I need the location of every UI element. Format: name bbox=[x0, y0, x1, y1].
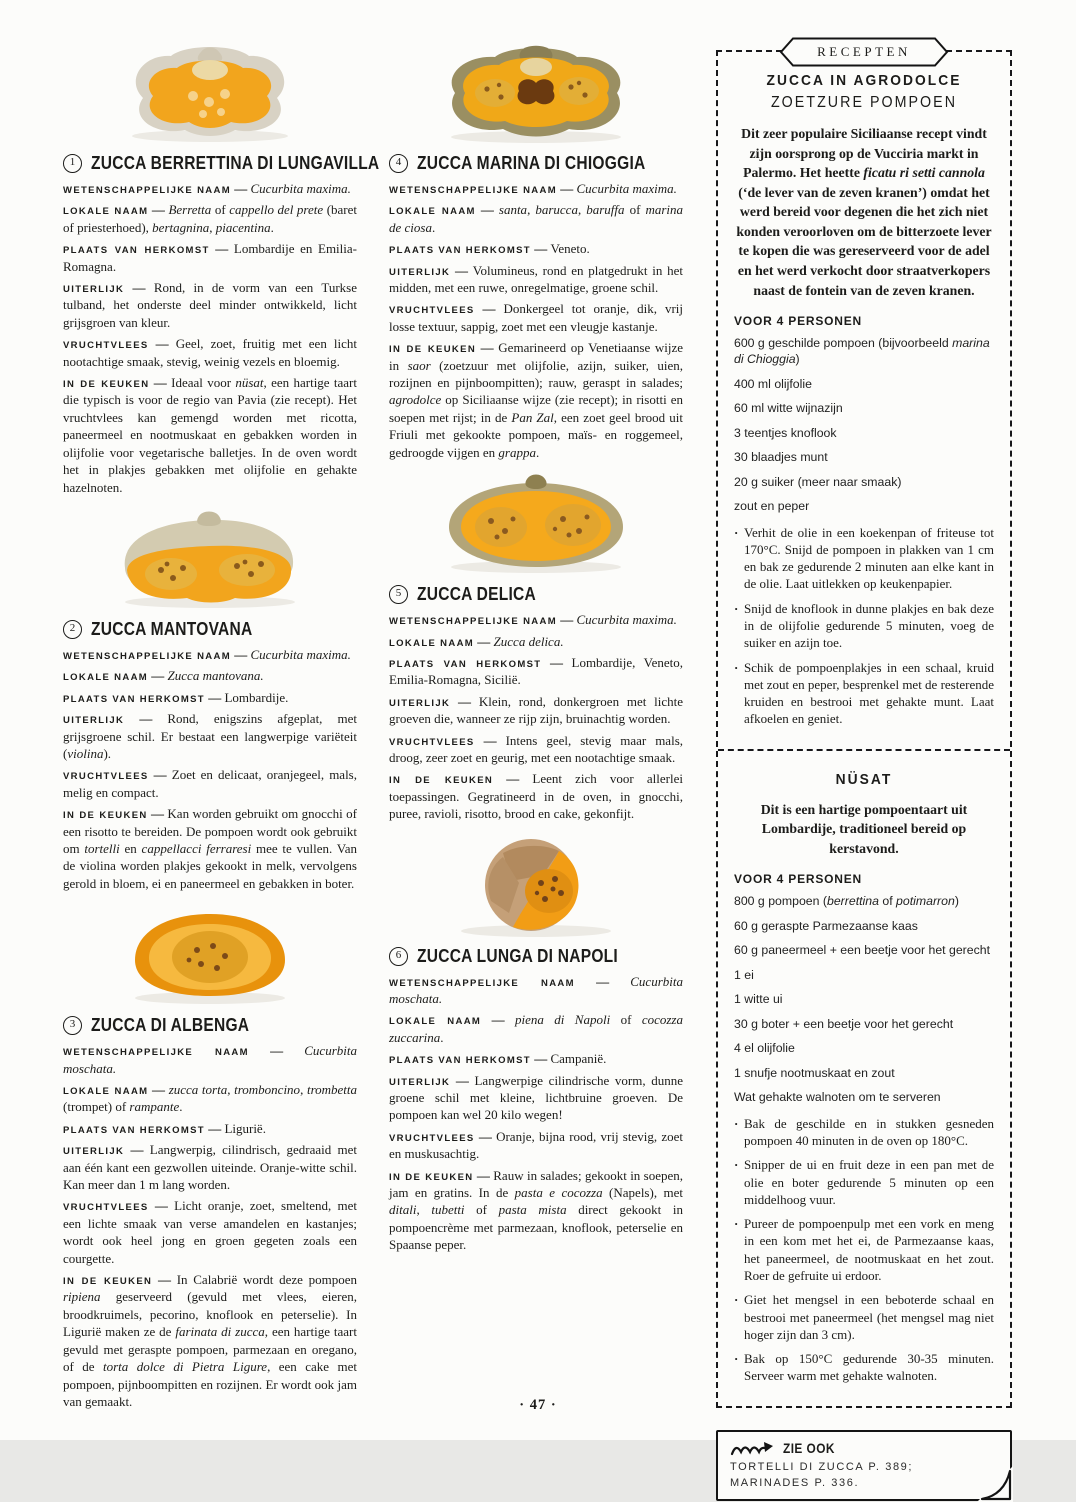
field-row bbox=[389, 201, 683, 236]
field-label: VRUCHTVLEES bbox=[63, 1202, 149, 1214]
field-separator: — bbox=[557, 612, 577, 628]
recipe-step bbox=[734, 1291, 994, 1343]
field-separator: — bbox=[148, 767, 172, 783]
field-row bbox=[389, 732, 683, 767]
recipe-boxes bbox=[718, 52, 1010, 1406]
variety-fields bbox=[63, 1042, 357, 1410]
field-separator: — bbox=[148, 668, 168, 684]
field-value: piena di Napoli of cocozza zuccarina. bbox=[389, 1012, 683, 1045]
variety-entry bbox=[389, 833, 683, 1254]
variety-title: ZUCCA LUNGA DI NAPOLI bbox=[417, 944, 618, 966]
field-value: santa, barucca, baruffa of marina de ciosa. bbox=[389, 202, 683, 235]
field-label: IN DE KEUKEN bbox=[63, 1276, 153, 1288]
pumpkin-photo-chioggia bbox=[389, 40, 683, 144]
field-label: UITERLIJK bbox=[63, 1146, 125, 1158]
field-value: Cucurbita maxima. bbox=[250, 181, 351, 196]
column-middle bbox=[389, 36, 683, 1264]
recipe-box bbox=[718, 749, 1010, 1406]
variety-entry bbox=[63, 902, 357, 1410]
field-row bbox=[389, 1167, 683, 1254]
variety-entry bbox=[63, 506, 357, 892]
field-separator: — bbox=[124, 711, 168, 727]
field-separator: — bbox=[473, 1167, 494, 1183]
field-label: UITERLIJK bbox=[389, 1076, 451, 1088]
field-row bbox=[389, 633, 683, 650]
field-row bbox=[63, 646, 357, 663]
field-row bbox=[63, 335, 357, 370]
field-value: Rond, enigszins afgeplat, met grijsgroene schil. Er bestaat een langwerpige variëteit (violina). bbox=[63, 711, 357, 761]
field-label: UITERLIJK bbox=[63, 284, 125, 296]
step-text: Bak de geschilde en in stukken gesneden pompoen 40 minuten in de oven op 180°C. bbox=[744, 1115, 994, 1149]
recipe-ingredients bbox=[734, 894, 994, 1106]
field-separator: — bbox=[450, 693, 479, 709]
field-label: VRUCHTVLEES bbox=[389, 305, 475, 317]
field-value: Campanië. bbox=[550, 1051, 607, 1067]
squiggle-arrow-icon bbox=[730, 1441, 776, 1457]
field-value: Zoet en delicaat, oranjegeel, mals, melig en compact. bbox=[63, 767, 357, 800]
field-row bbox=[389, 240, 683, 257]
field-value: In Calabrië wordt deze pompoen ripiena geserveerd (gevuld met vlees, eieren, broodkruimels, pecorino, knoflook en peterselie). In Ligurië maken ze de farinata di zucca, een hartige taart gevuld met geraspte pompoen, parmezaan en oregano, of de torta dolce di Pietra Ligure, een cake met pompoen, pijnboompitten en rozijnen. Er wordt ook jam van gemaakt. bbox=[63, 1272, 358, 1409]
field-separator: — bbox=[209, 241, 234, 257]
field-row bbox=[63, 1141, 357, 1193]
recipe-step bbox=[734, 1115, 994, 1150]
pumpkin-photo-mantovana bbox=[63, 506, 357, 610]
recipe-step bbox=[734, 1156, 994, 1208]
field-value: Zucca mantovana. bbox=[167, 668, 264, 684]
variety-heading bbox=[63, 620, 357, 639]
see-also-line: TORTELLI DI ZUCCA P. 389; bbox=[730, 1460, 914, 1473]
step-text: Snijd de knoflook in dunne plakjes en bak deze in de olijfolie gedurende 5 minuten, voeg de suiker en azijn toe. bbox=[744, 600, 994, 651]
field-row bbox=[389, 770, 683, 822]
field-separator: — bbox=[530, 1051, 551, 1067]
recipe-steps bbox=[734, 1115, 994, 1385]
field-row bbox=[389, 1128, 683, 1163]
recipe-servings: VOOR 4 PERSONEN bbox=[734, 314, 863, 329]
field-label: WETENSCHAPPELIJKE NAAM bbox=[63, 650, 231, 662]
field-label: PLAATS VAN HERKOMST bbox=[389, 658, 542, 670]
variety-number-badge: 3 bbox=[63, 1016, 82, 1035]
field-row bbox=[63, 667, 357, 684]
variety-number-badge: 1 bbox=[63, 154, 82, 173]
variety-title: ZUCCA MARINA DI CHIOGGIA bbox=[417, 152, 646, 174]
ingredient-line: 60 g paneermeel + een beetje voor het gerecht bbox=[734, 943, 991, 958]
see-also-title: ZIE OOK bbox=[783, 1441, 835, 1457]
field-value: Gemarineerd op Venetiaanse wijze in saor (zoetzuur met olijfolie, azijn, suiker, uien, rozijnen en pijnboompitten); rauw, geraspt in salades; agrodolce op Siciliaanse wijze (zie recept); in risotti en soepen met rijst; in de Pan Zal, een zoet geel brood uit Friuli met gekookte pompoen, maïs- en roggemeel, gedroogde vijgen en grappa. bbox=[389, 340, 684, 460]
pumpkin-photo-delica bbox=[389, 471, 683, 575]
field-row bbox=[63, 180, 357, 197]
pumpkin-photo-napoli bbox=[389, 833, 683, 937]
variety-fields bbox=[389, 180, 683, 461]
field-label: VRUCHTVLEES bbox=[389, 1132, 475, 1144]
field-label: LOKALE NAAM bbox=[63, 672, 149, 684]
field-value: Ideaal voor nüsat, een hartige taart die typisch is voor de regio van Pavia (zie recept). Het vruchtvlees kan gemengd worden met ricotta, paneermeel en nootmuskaat en gebakken worden in olijfolie voor vegetarische balletjes. In de oven wordt het in plakjes gebakken met olijfolie en gehakte hazelnoten. bbox=[63, 375, 357, 495]
ingredient-line: 800 g pompoen (berrettina of potimarron) bbox=[734, 894, 959, 909]
field-row bbox=[389, 611, 683, 628]
variety-number-badge: 5 bbox=[389, 585, 408, 604]
ingredient-line: 1 ei bbox=[734, 967, 754, 982]
step-text: Verhit de olie in een koekenpan of friteuse tot 170°C. Snijd de pompoen in plakken van 1 cm en bak ze gedurende 2 minuten aan elke kant in de olie. Laat uitlekken op keukenpapier. bbox=[744, 524, 994, 592]
ingredient-line: 4 el olijfolie bbox=[734, 1041, 795, 1056]
variety-number-badge: 2 bbox=[63, 620, 82, 639]
ingredient-line: 30 blaadjes munt bbox=[734, 450, 828, 465]
field-label: LOKALE NAAM bbox=[389, 637, 475, 649]
ingredient-line: 60 ml witte wijnazijn bbox=[734, 401, 843, 416]
field-separator: — bbox=[148, 1082, 169, 1097]
field-separator: — bbox=[557, 181, 577, 196]
field-label: WETENSCHAPPELIJKE NAAM bbox=[63, 185, 231, 196]
field-label: LOKALE NAAM bbox=[389, 1016, 482, 1028]
field-separator: — bbox=[231, 646, 251, 662]
field-row bbox=[63, 1197, 357, 1267]
field-value: Cucurbita moschata. bbox=[389, 973, 683, 1006]
field-row bbox=[389, 300, 683, 335]
tab-label: RECEPTEN bbox=[817, 44, 911, 59]
field-value: Langwerpige cilindrische vorm, dunne groene schil met kleine, lichtbruine groeven. De pompoen kan wel 20 kilo wegen! bbox=[389, 1072, 684, 1123]
see-also-line: MARINADES P. 336. bbox=[730, 1476, 860, 1489]
column-recipes bbox=[716, 36, 1012, 1489]
field-label: PLAATS VAN HERKOMST bbox=[63, 693, 205, 705]
variety-heading bbox=[389, 154, 683, 173]
field-label: UITERLIJK bbox=[389, 266, 451, 278]
recipe-step bbox=[734, 524, 994, 593]
field-value: Veneto. bbox=[550, 241, 590, 257]
field-value: Donkergeel tot oranje, dik, vrij losse textuur, sappig, zoet met een vleugje kastanje. bbox=[389, 301, 683, 334]
field-row bbox=[389, 262, 683, 297]
step-text: Giet het mengsel in een beboterde schaal en bestrooi met paneermeel (het mengsel mag niet hoger zijn dan 3 cm). bbox=[744, 1292, 994, 1342]
field-row bbox=[63, 710, 357, 762]
field-row bbox=[389, 339, 683, 461]
field-separator: — bbox=[493, 771, 533, 787]
variety-heading bbox=[389, 944, 683, 966]
ingredient-line: 1 witte ui bbox=[734, 992, 783, 1007]
field-value: Lombardije en Emilia-Romagna. bbox=[63, 241, 357, 274]
variety-title: ZUCCA DELICA bbox=[417, 583, 536, 605]
step-text: Snipper de ui en fruit deze in een pan met de olie en boter gedurende 5 minuten op een middelhoog vuur. bbox=[744, 1157, 994, 1207]
field-row bbox=[389, 1072, 683, 1124]
field-row bbox=[389, 654, 683, 689]
variety-heading bbox=[389, 585, 683, 604]
field-row bbox=[389, 1011, 683, 1046]
field-label: PLAATS VAN HERKOMST bbox=[63, 1124, 205, 1136]
field-separator: — bbox=[530, 241, 551, 257]
field-separator: — bbox=[149, 375, 172, 391]
field-separator: — bbox=[204, 689, 225, 705]
field-value: Rond, in de vorm van een Turkse tulband, het onderste deel minder ontwikkeld, licht grijsgroen van kleur. bbox=[63, 280, 357, 330]
field-label: VRUCHTVLEES bbox=[389, 736, 475, 748]
field-row bbox=[63, 201, 357, 236]
field-value: Kan worden gebruikt om gnocchi of een risotto te bereiden. De pompoen wordt ook gebruikt om tortelli en cappellacci ferraresi mee te vullen. Van de violina worden plakjes gekookt in melk, vervolgens gerold in bloem, ei en paneermeel en gebakken in boter. bbox=[63, 806, 358, 891]
step-bullet: · bbox=[734, 1157, 739, 1173]
field-separator: — bbox=[474, 732, 506, 748]
variety-heading bbox=[63, 1016, 357, 1035]
field-separator: — bbox=[148, 202, 169, 218]
field-separator: — bbox=[124, 280, 154, 296]
step-bullet: · bbox=[734, 600, 739, 616]
field-value: Cucurbita maxima. bbox=[250, 646, 351, 662]
see-also-references bbox=[730, 1461, 998, 1489]
field-label: UITERLIJK bbox=[63, 715, 125, 727]
variety-fields bbox=[389, 611, 683, 822]
field-separator: — bbox=[148, 1198, 175, 1214]
variety-entry bbox=[389, 40, 683, 461]
step-bullet: · bbox=[734, 524, 739, 540]
field-value: Langwerpig, cilindrisch, gedraaid met aan één kant een gezwollen uiteinde. Oranje-witte schil. Kan meer dan 1 m lang worden. bbox=[63, 1142, 357, 1193]
variety-title: ZUCCA DI ALBENGA bbox=[91, 1014, 250, 1036]
pumpkin-photo-berrettina bbox=[63, 40, 357, 144]
field-row bbox=[389, 1050, 683, 1067]
field-value: Leent zich voor allerlei toepassingen. Gegratineerd in de oven, in gnocchi, puree, ravioli, risotto, brood en cake, gekonfijt. bbox=[389, 771, 683, 822]
field-value: Lombardije, Veneto, Emilia-Romagna, Sicilië. bbox=[389, 654, 684, 688]
field-value: Volumineus, rond en platgedrukt in het midden, met een ruwe, onregelmatige, groene schil. bbox=[389, 262, 684, 296]
step-bullet: · bbox=[734, 1115, 739, 1131]
step-bullet: · bbox=[734, 1216, 739, 1232]
field-label: WETENSCHAPPELIJKE NAAM bbox=[389, 185, 557, 196]
field-row bbox=[389, 693, 683, 728]
field-label: WETENSCHAPPELIJKE NAAM bbox=[389, 616, 557, 628]
field-label: IN DE KEUKEN bbox=[389, 344, 477, 356]
field-separator: — bbox=[152, 1272, 177, 1288]
ingredient-line: 3 teentjes knoflook bbox=[734, 425, 837, 440]
field-separator: — bbox=[450, 1072, 475, 1088]
field-label: LOKALE NAAM bbox=[63, 1086, 149, 1097]
field-separator: — bbox=[476, 340, 499, 356]
recipe-title: NÜSAT bbox=[835, 770, 893, 788]
field-label: PLAATS VAN HERKOMST bbox=[389, 1055, 531, 1067]
variety-title: ZUCCA MANTOVANA bbox=[91, 618, 253, 640]
field-value: zucca torta, tromboncino, trombetta (trompet) of rampante. bbox=[63, 1082, 358, 1115]
field-value: Oranje, bijna rood, vrij stevig, zoet en muskusachtig. bbox=[389, 1128, 684, 1162]
field-separator: — bbox=[474, 301, 504, 317]
ingredient-line: 30 g boter + een beetje voor het gerecht bbox=[734, 1016, 954, 1031]
ingredient-line: Wat gehakte walnoten om te serveren bbox=[734, 1090, 941, 1105]
field-row bbox=[63, 279, 357, 331]
field-label: IN DE KEUKEN bbox=[63, 810, 148, 822]
recipe-intro: Dit is een hartige pompoentaart uit Lombardije, traditioneel bereid op kerstavond. bbox=[760, 801, 968, 856]
field-row bbox=[63, 1271, 357, 1410]
field-row bbox=[389, 180, 683, 197]
field-value: Intens geel, stevig maar mals, droog, zeer zoet en geurig, met een nootachtige smaak. bbox=[389, 732, 683, 765]
field-separator: — bbox=[450, 262, 473, 278]
field-separator: — bbox=[541, 654, 572, 670]
variety-fields bbox=[389, 973, 683, 1254]
recipe-steps bbox=[734, 524, 994, 728]
step-bullet: · bbox=[734, 659, 739, 675]
field-separator: — bbox=[574, 973, 631, 989]
variety-number-badge: 6 bbox=[389, 947, 408, 966]
field-separator: — bbox=[231, 181, 251, 196]
field-row bbox=[63, 374, 357, 496]
recipe-step bbox=[734, 1215, 994, 1284]
field-label: IN DE KEUKEN bbox=[389, 775, 494, 787]
field-row bbox=[63, 766, 357, 801]
field-label: LOKALE NAAM bbox=[389, 206, 476, 218]
recipe-subtitle: ZOETZURE POMPOEN bbox=[770, 94, 958, 111]
field-value: Berretta of cappello del prete (baret of priesterhoed), bertagnina, piacentina. bbox=[63, 202, 358, 235]
field-value: Cucurbita maxima. bbox=[576, 612, 677, 628]
recipe-step bbox=[734, 600, 994, 652]
field-value: Zucca delica. bbox=[493, 633, 564, 649]
field-separator: — bbox=[481, 1012, 515, 1028]
variety-number-badge: 4 bbox=[389, 154, 408, 173]
field-label: WETENSCHAPPELIJKE NAAM bbox=[63, 1047, 249, 1059]
field-row bbox=[63, 1042, 357, 1077]
field-row bbox=[389, 973, 683, 1008]
field-separator: — bbox=[124, 1142, 150, 1158]
field-value: Licht oranje, zoet, smeltend, met een lichte smaak van verse amandelen en kastanjes; wordt ook heel jong en groen gegeten zoals een courgette. bbox=[63, 1198, 358, 1266]
page-number: · 47 · bbox=[519, 1397, 557, 1413]
variety-heading bbox=[63, 152, 380, 174]
field-label: IN DE KEUKEN bbox=[389, 1171, 474, 1183]
field-value: Cucurbita maxima. bbox=[576, 181, 677, 196]
variety-entry bbox=[389, 471, 683, 822]
recipe-intro: Dit zeer populaire Siciliaanse recept vindt zijn oorsprong op de Vucciria markt in Palermo. Het heette ficatu ri setti cannola (‘de lever van de zeven kranen’) omdat het werd bereid voor degenen die het zich niet konden veroorloven om de bitterzoete lever te kopen die was gereserveerd voor de adel en het werd verkocht door straatverkopers naast de fontein van de zeven kranen. bbox=[736, 126, 992, 298]
field-label: VRUCHTVLEES bbox=[63, 771, 149, 783]
variety-fields bbox=[63, 180, 357, 496]
ingredient-line: 60 g geraspte Parmezaanse kaas bbox=[734, 918, 918, 933]
field-value: Klein, rond, donkergroen met lichte groeven die, wanneer ze rijp zijn, bruinachtig worden. bbox=[389, 693, 684, 727]
ingredient-line: 20 g suiker (meer naar smaak) bbox=[734, 474, 902, 489]
recepten-tab bbox=[778, 37, 950, 67]
field-separator: — bbox=[474, 633, 494, 649]
step-text: Bak op 150°C gedurende 30-35 minuten. Serveer warm met gehakte walnoten. bbox=[744, 1351, 994, 1384]
recipe-title: ZUCCA IN AGRODOLCE bbox=[766, 72, 962, 89]
field-row bbox=[63, 689, 357, 706]
field-row bbox=[63, 240, 357, 275]
recipe-step bbox=[734, 1350, 994, 1385]
field-label: VRUCHTVLEES bbox=[63, 340, 149, 352]
step-bullet: · bbox=[734, 1292, 739, 1308]
field-separator: — bbox=[475, 202, 499, 218]
field-label: PLAATS VAN HERKOMST bbox=[63, 245, 210, 257]
field-value: Lombardije. bbox=[224, 689, 289, 705]
field-separator: — bbox=[248, 1043, 305, 1059]
variety-entry bbox=[63, 40, 380, 496]
field-label: LOKALE NAAM bbox=[63, 206, 149, 218]
field-row bbox=[63, 1081, 357, 1116]
step-bullet: · bbox=[734, 1351, 739, 1367]
recipe-panel bbox=[716, 44, 1012, 1408]
pumpkin-photo-albenga bbox=[63, 902, 357, 1006]
field-row bbox=[63, 805, 357, 892]
step-text: Pureer de pompoenpulp met een vork en meng in een kom met het ei, de Parmezaanse kaas, het paneermeel, de nootmuskaat en het zout. Roer de gefruite ui erdoor. bbox=[744, 1216, 994, 1284]
field-separator: — bbox=[204, 1120, 225, 1136]
field-label: UITERLIJK bbox=[389, 697, 451, 709]
field-value: Cucurbita moschata. bbox=[63, 1043, 357, 1076]
field-separator: — bbox=[148, 336, 176, 352]
recipe-ingredients bbox=[734, 336, 994, 515]
ingredient-line: 400 ml olijfolie bbox=[734, 376, 812, 391]
recipe-step bbox=[734, 659, 994, 728]
variety-title: ZUCCA BERRETTINA DI LUNGAVILLA bbox=[91, 152, 380, 174]
field-value: Geel, zoet, fruitig met een licht nootachtige smaak, stevig, weinig vezels en bloemig. bbox=[63, 336, 358, 369]
step-text: Schik de pompoenplakjes in een schaal, kruid met zout en peper, besprenkel met de resterende kruiden en bestrooi met gehakte munt. Laat afkoelen en geniet. bbox=[744, 659, 994, 727]
recipe-servings: VOOR 4 PERSONEN bbox=[734, 872, 863, 887]
ingredient-line: 600 g geschilde pompoen (bijvoorbeeld marina di Chioggia) bbox=[734, 336, 990, 367]
field-separator: — bbox=[474, 1128, 497, 1144]
recipe-box bbox=[718, 52, 1010, 749]
variety-fields bbox=[63, 646, 357, 892]
field-row bbox=[63, 1120, 357, 1137]
field-value: Rauw in salades; gekookt in soepen, jam en gratins. In de pasta e cocozza (Napels), met ditali, tubetti of pasta mista direct gekookt in pompoencrème met parmezaan, knoflook, peterselie en Spaanse peper. bbox=[389, 1167, 684, 1253]
ingredient-line: zout en peper bbox=[734, 499, 810, 514]
field-label: WETENSCHAPPELIJKE NAAM bbox=[389, 977, 575, 989]
field-label: IN DE KEUKEN bbox=[63, 379, 150, 391]
field-separator: — bbox=[147, 806, 168, 822]
field-label: PLAATS VAN HERKOMST bbox=[389, 245, 531, 257]
column-left bbox=[63, 36, 380, 1420]
see-also-box bbox=[716, 1430, 1012, 1501]
ingredient-line: 1 snufje nootmuskaat en zout bbox=[734, 1065, 895, 1080]
field-value: Ligurië. bbox=[224, 1120, 266, 1136]
see-also-header bbox=[730, 1441, 998, 1457]
page-curl-icon bbox=[977, 1466, 1013, 1502]
